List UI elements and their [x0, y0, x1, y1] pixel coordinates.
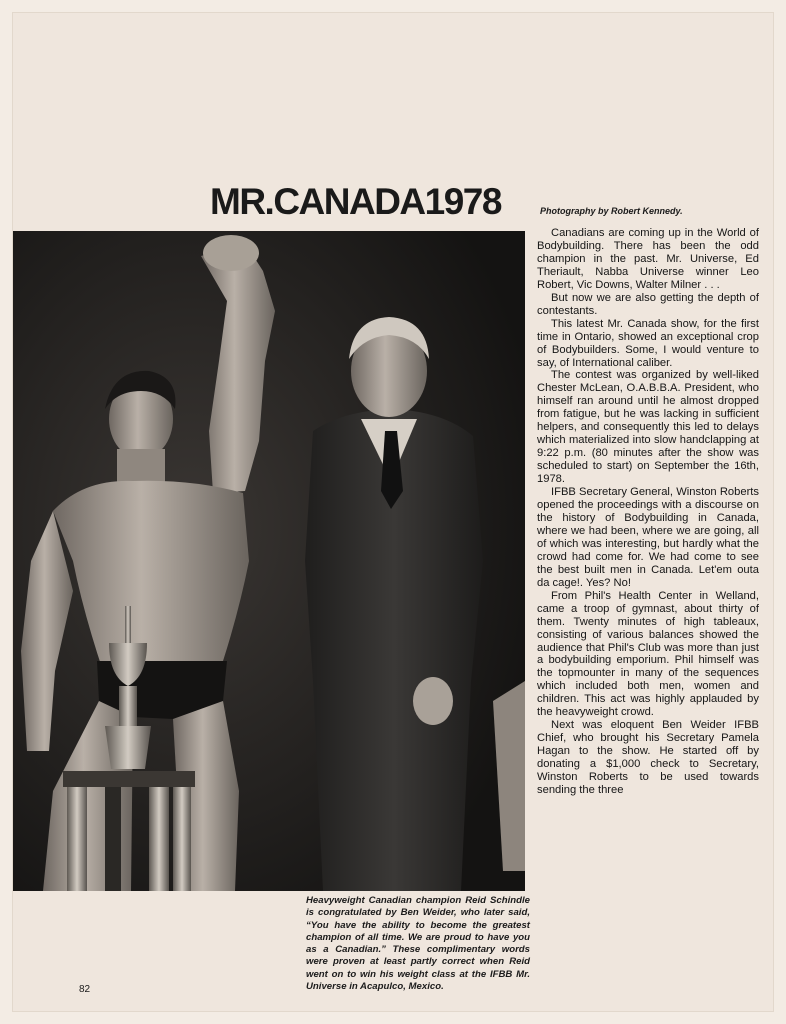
article-paragraph: This latest Mr. Canada show, for the first time in Ontario, showed an exceptional crop of Bodybuilders. Some, I would venture to say, of International caliber.: [537, 317, 759, 369]
article-paragraph: From Phil's Health Center in Welland, came a troop of gymnast, about thirty of them. Twenty minutes of high tableaux, consisting of various balances showed the audience that Phil's Club was more than just a bodybuilding emporium. Phil himself was the topmounter in many of the sequences which included both men, women and children. This act was highly applauded by the heavyweight crowd.: [537, 589, 759, 719]
photo-caption: Heavyweight Canadian champion Reid Schindle is congratulated by Ben Weider, who later said, “You have the ability to become the greatest champion of all time. We are proud to have you as a Canadian.” These complimentary words were proven at least partly correct when Reid went on to win his weight class at the IFBB Mr. Universe in Acapulco, Mexico.: [306, 895, 530, 993]
article-body: [537, 227, 759, 797]
article-paragraph: IFBB Secretary General, Winston Roberts opened the proceedings with a discourse on the history of Bodybuilding in Canada, where we had been, where we are going, all of which was interesting, but hardly what the crowd had come for. We had come to see the best built men in Canada. Let'em outa da cage!. Yes? No!: [537, 486, 759, 589]
article-paragraph: The contest was organized by well-liked Chester McLean, O.A.B.B.A. President, who himself ran around until he almost dropped from fatigue, but he was lacking in sufficient helpers, and consequently this led to delays which materialized into slow handclapping at 9:22 p.m. (80 minutes after the show was scheduled to start) on September the 16th, 1978.: [537, 369, 759, 486]
article-paragraph: Canadians are coming up in the World of Bodybuilding. There has been the odd champion in the past. Mr. Universe, Ed Theriault, Nabba Universe winner Leo Robert, Vic Downs, Walter Milner . . .: [537, 227, 759, 291]
page-number: 82: [79, 984, 91, 995]
article-paragraph: But now we are also getting the depth of contestants.: [537, 291, 759, 317]
photo-credit: Photography by Robert Kennedy.: [540, 206, 683, 216]
contest-photo: [13, 231, 525, 891]
article-title: MR.CANADA1978: [210, 181, 501, 222]
article-paragraph: Next was eloquent Ben Weider IFBB Chief, who brought his Secretary Pamela Hagan to the show. He started off by donating a $1,000 check to Secretary, Winston Roberts to be used towards sending the three: [537, 719, 759, 796]
